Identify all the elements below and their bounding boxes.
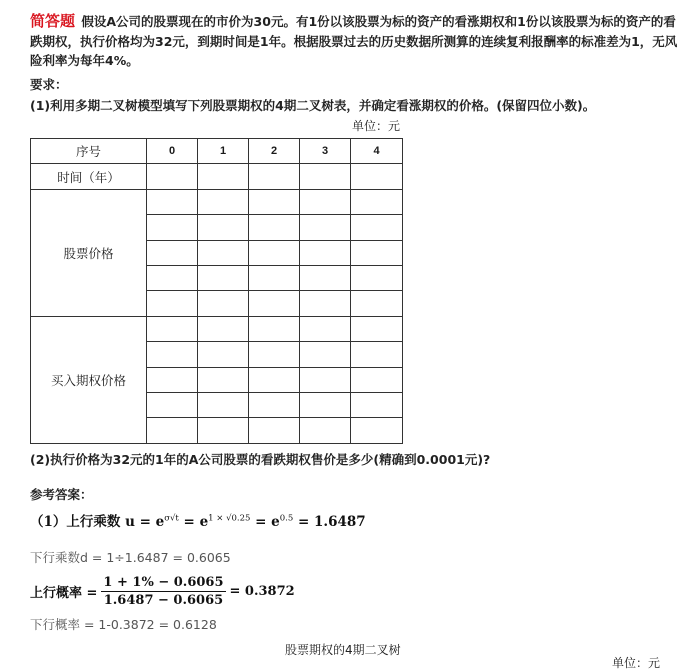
fraction-numerator: 1 + 1% − 0.6065 (103, 574, 224, 590)
formula-result: = 1.6487 (293, 514, 366, 530)
table-cell (249, 392, 300, 417)
table-header-row (31, 139, 403, 164)
table-cell (198, 215, 249, 240)
formula-text: = e (250, 514, 280, 530)
table-cell (351, 418, 403, 443)
down-factor-line: 下行乘数d = 1÷1.6487 = 0.6065 (30, 550, 231, 565)
stock-price-row (31, 189, 403, 214)
requirement-label: 要求： (30, 77, 68, 92)
formula-exponent: 1 × √0.25 (208, 513, 251, 524)
table-unit-label: 单位：元 (352, 119, 401, 133)
table-cell (249, 418, 300, 443)
table-cell (198, 291, 249, 316)
table-cell (351, 392, 403, 417)
table-cell (198, 342, 249, 367)
table-cell (351, 265, 403, 290)
table-cell (198, 316, 249, 341)
formula-text: （1）上行乘数 u = e (30, 514, 165, 530)
probability-fraction (101, 575, 225, 608)
table-cell (198, 164, 249, 189)
table-cell (198, 418, 249, 443)
up-factor-formula (30, 510, 366, 530)
table-cell (147, 316, 198, 341)
table-cell (249, 342, 300, 367)
table-cell (198, 392, 249, 417)
table-cell (147, 342, 198, 367)
table-cell (300, 367, 351, 392)
table-cell (147, 418, 198, 443)
table-cell (147, 215, 198, 240)
formula-exponent: 0.5 (279, 513, 294, 524)
table-cell (351, 215, 403, 240)
question-part-2: (2)执行价格为32元的1年的A公司股票的看跌期权售价是多少(精确到0.0001元)? (30, 452, 491, 467)
table-cell (300, 164, 351, 189)
period-header: 2 (249, 139, 300, 164)
table-cell (198, 265, 249, 290)
table-cell (147, 392, 198, 417)
table-cell (351, 342, 403, 367)
table-cell (300, 189, 351, 214)
table-cell (249, 164, 300, 189)
answer-title: 参考答案： (30, 487, 93, 502)
question-type-tag: 简答题 (30, 12, 76, 30)
table-cell (147, 367, 198, 392)
header-label: 序号 (31, 139, 147, 164)
table-cell (351, 189, 403, 214)
fraction-denominator: 1.6487 − 0.6065 (103, 592, 224, 608)
formula-label: 上行概率 = (30, 585, 98, 601)
down-probability-line: 下行概率 = 1-0.3872 = 0.6128 (30, 617, 217, 632)
table-cell (300, 265, 351, 290)
time-label: 时间（年） (31, 164, 147, 189)
table-cell (198, 189, 249, 214)
binomial-tree-table (30, 138, 403, 444)
period-header: 4 (351, 139, 403, 164)
table-cell (351, 164, 403, 189)
table-cell (147, 291, 198, 316)
table-cell (300, 418, 351, 443)
period-header: 1 (198, 139, 249, 164)
table-cell (249, 367, 300, 392)
call-price-label: 买入期权价格 (31, 316, 147, 443)
table-cell (147, 189, 198, 214)
question-part-1: (1)利用多期二叉树模型填写下列股票期权的4期二叉树表，并确定看涨期权的价格。(保留四位小数)。 (30, 98, 596, 113)
table-cell (249, 215, 300, 240)
table-cell (351, 240, 403, 265)
table-cell (147, 265, 198, 290)
table-cell (351, 367, 403, 392)
formula-exponent: σ√t (164, 513, 179, 524)
table-cell (249, 189, 300, 214)
question-intro (30, 12, 685, 71)
table-cell (351, 316, 403, 341)
call-price-row (31, 316, 403, 341)
table-cell (147, 240, 198, 265)
table-unit-label: 单位：元 (612, 656, 661, 670)
table-cell (300, 392, 351, 417)
table-cell (300, 316, 351, 341)
period-header: 0 (147, 139, 198, 164)
up-probability-formula (30, 571, 295, 611)
table-cell (198, 367, 249, 392)
formula-text: = e (178, 514, 209, 530)
table-cell (249, 240, 300, 265)
period-header: 3 (300, 139, 351, 164)
table-cell (300, 291, 351, 316)
table-cell (249, 265, 300, 290)
table-caption: 股票期权的4期二叉树 (285, 643, 401, 657)
table-cell (249, 316, 300, 341)
table-cell (147, 164, 198, 189)
stock-price-label: 股票价格 (31, 189, 147, 316)
question-text: 假设A公司的股票现在的市价为30元。有1份以该股票为标的资产的看涨期权和1份以该股票为标的资产的看跌期权，执行价格均为32元，到期时间是1年。根据股票过去的历史数据所测算的连续复利报酬率的标准差为1，无风险利率为每年4%。 (30, 14, 678, 68)
formula-result: = 0.3872 (229, 583, 295, 599)
table-cell (300, 342, 351, 367)
table-cell (300, 240, 351, 265)
table-cell (249, 291, 300, 316)
table-cell (351, 291, 403, 316)
time-row (31, 164, 403, 189)
table-cell (300, 215, 351, 240)
table-cell (198, 240, 249, 265)
